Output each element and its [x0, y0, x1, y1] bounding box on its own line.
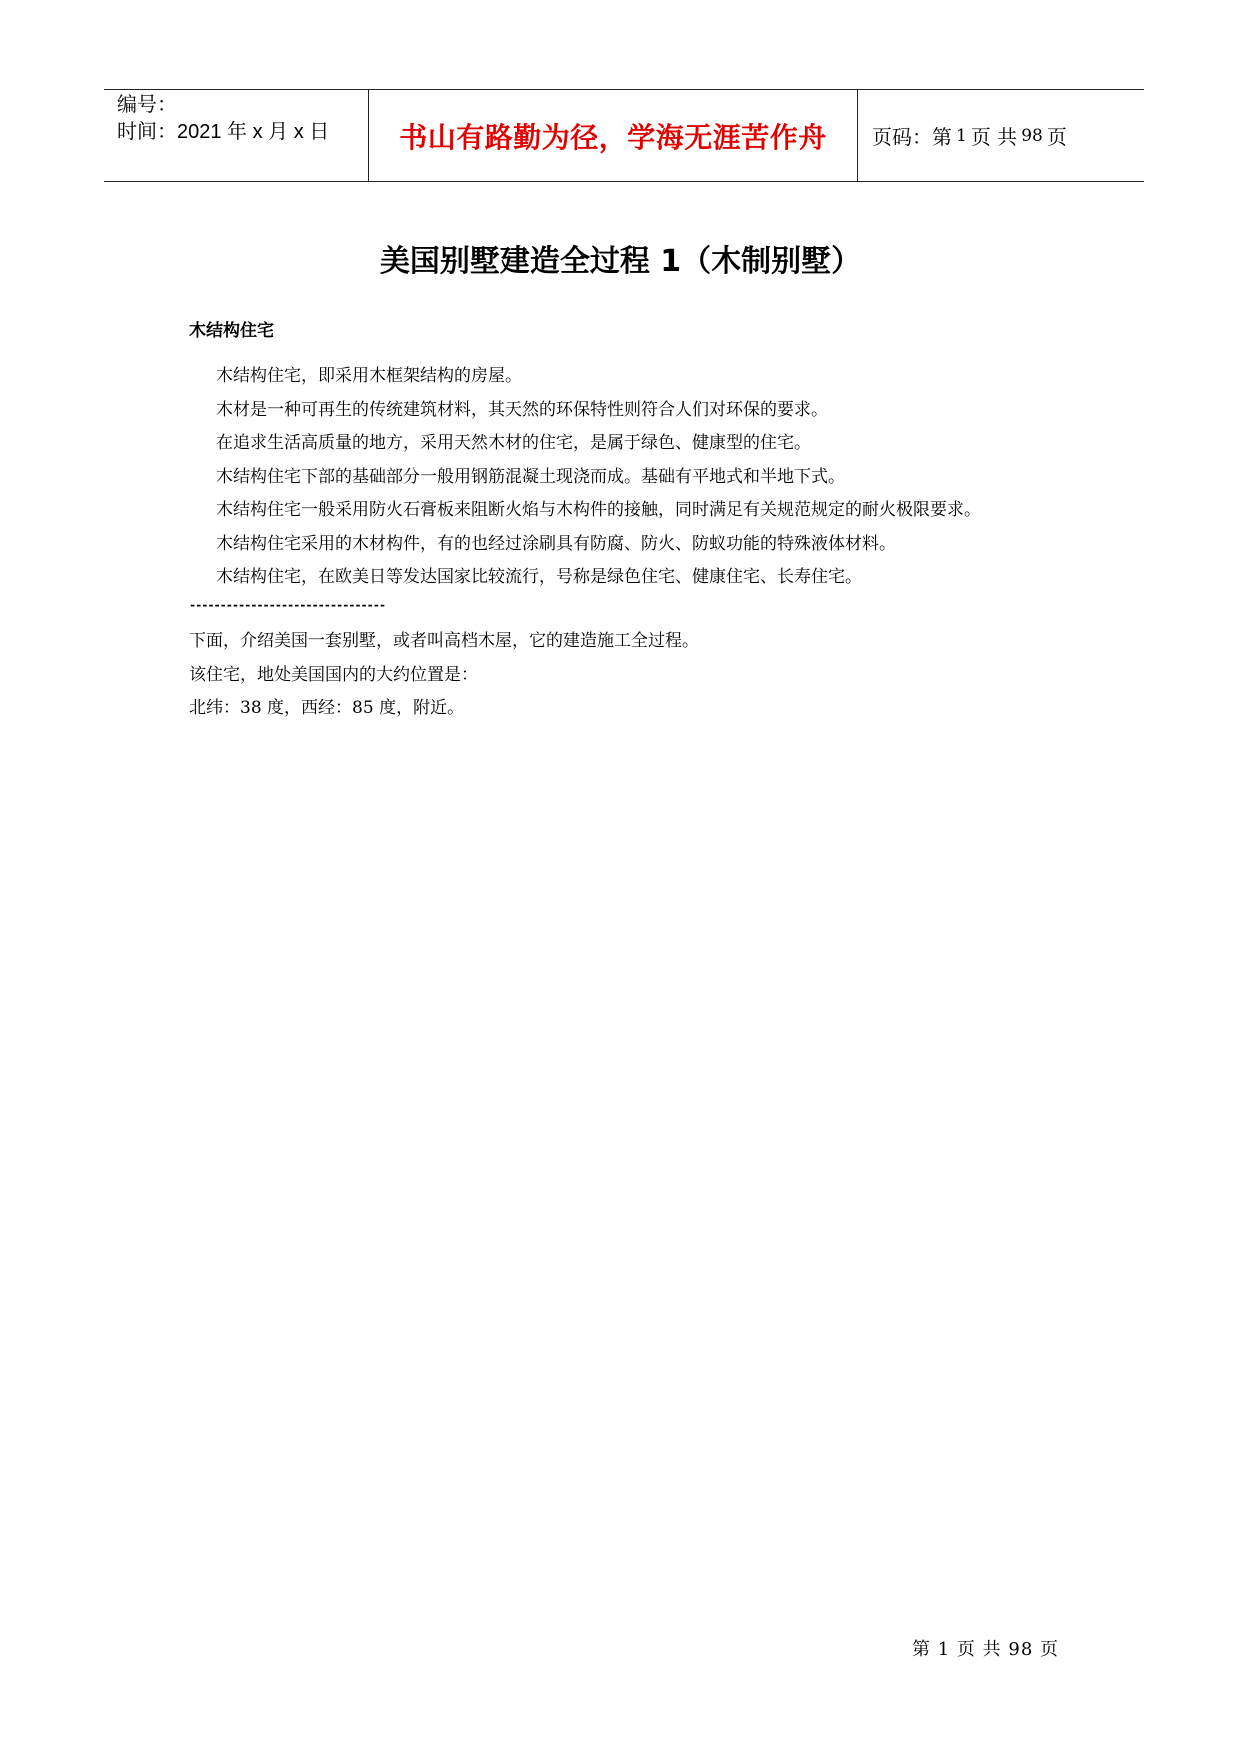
- page-mid: 页 共: [970, 125, 1018, 149]
- page-footer: 第 1 页 共 98 页: [912, 1639, 1059, 1660]
- document-number-label: 编号：: [117, 94, 177, 116]
- body-line: 下面，介绍美国一套别墅，或者叫高档木屋，它的建造施工全过程。: [189, 631, 699, 651]
- body-line: 该住宅，地处美国国内的大约位置是：: [189, 664, 478, 685]
- paragraph-line: 在追求生活高质量的地方，采用天然木材的住宅，是属于绿色、健康型的住宅。: [216, 433, 811, 453]
- page-suffix: 页: [1046, 125, 1067, 149]
- header-page-cell: [858, 90, 1144, 181]
- header-motto: 书山有路勤为径，学海无涯苦作舟: [399, 120, 827, 154]
- section-heading: 木结构住宅: [189, 321, 274, 341]
- page-current: 1: [956, 125, 967, 146]
- document-title: 美国别墅建造全过程 1（木制别墅）: [379, 244, 862, 279]
- paragraph-line: 木材是一种可再生的传统建筑材料，其天然的环保特性则符合人们对环保的要求。: [216, 399, 828, 420]
- document-header: [104, 89, 1144, 182]
- intro-paragraphs: [189, 360, 1089, 595]
- document-time-label: 时间：2021 年 x 月 x 日: [117, 121, 330, 143]
- paragraph-line: 木结构住宅，即采用木框架结构的房屋。: [216, 366, 522, 386]
- page-prefix: 页码：第: [872, 125, 952, 149]
- paragraph-line: 木结构住宅一般采用防火石膏板来阻断火焰与木构件的接触，同时满足有关规范规定的耐火极限要求。: [216, 500, 981, 520]
- dashed-divider: --------------------------------: [189, 598, 385, 612]
- paragraph-line: 木结构住宅采用的木材构件，有的也经过涂刷具有防腐、防火、防蚁功能的特殊液体材料。: [216, 533, 896, 554]
- paragraph-line: 木结构住宅，在欧美日等发达国家比较流行，号称是绿色住宅、健康住宅、长寿住宅。: [216, 567, 862, 587]
- location-paragraphs: [189, 625, 699, 726]
- paragraph-line: 木结构住宅下部的基础部分一般用钢筋混凝土现浇而成。基础有平地式和半地下式。: [216, 466, 845, 487]
- header-meta-cell: [104, 90, 368, 181]
- page-total: 98: [1021, 125, 1043, 146]
- header-motto-cell: [368, 90, 858, 181]
- body-line: 北纬：38 度，西经：85 度，附近。: [189, 698, 465, 718]
